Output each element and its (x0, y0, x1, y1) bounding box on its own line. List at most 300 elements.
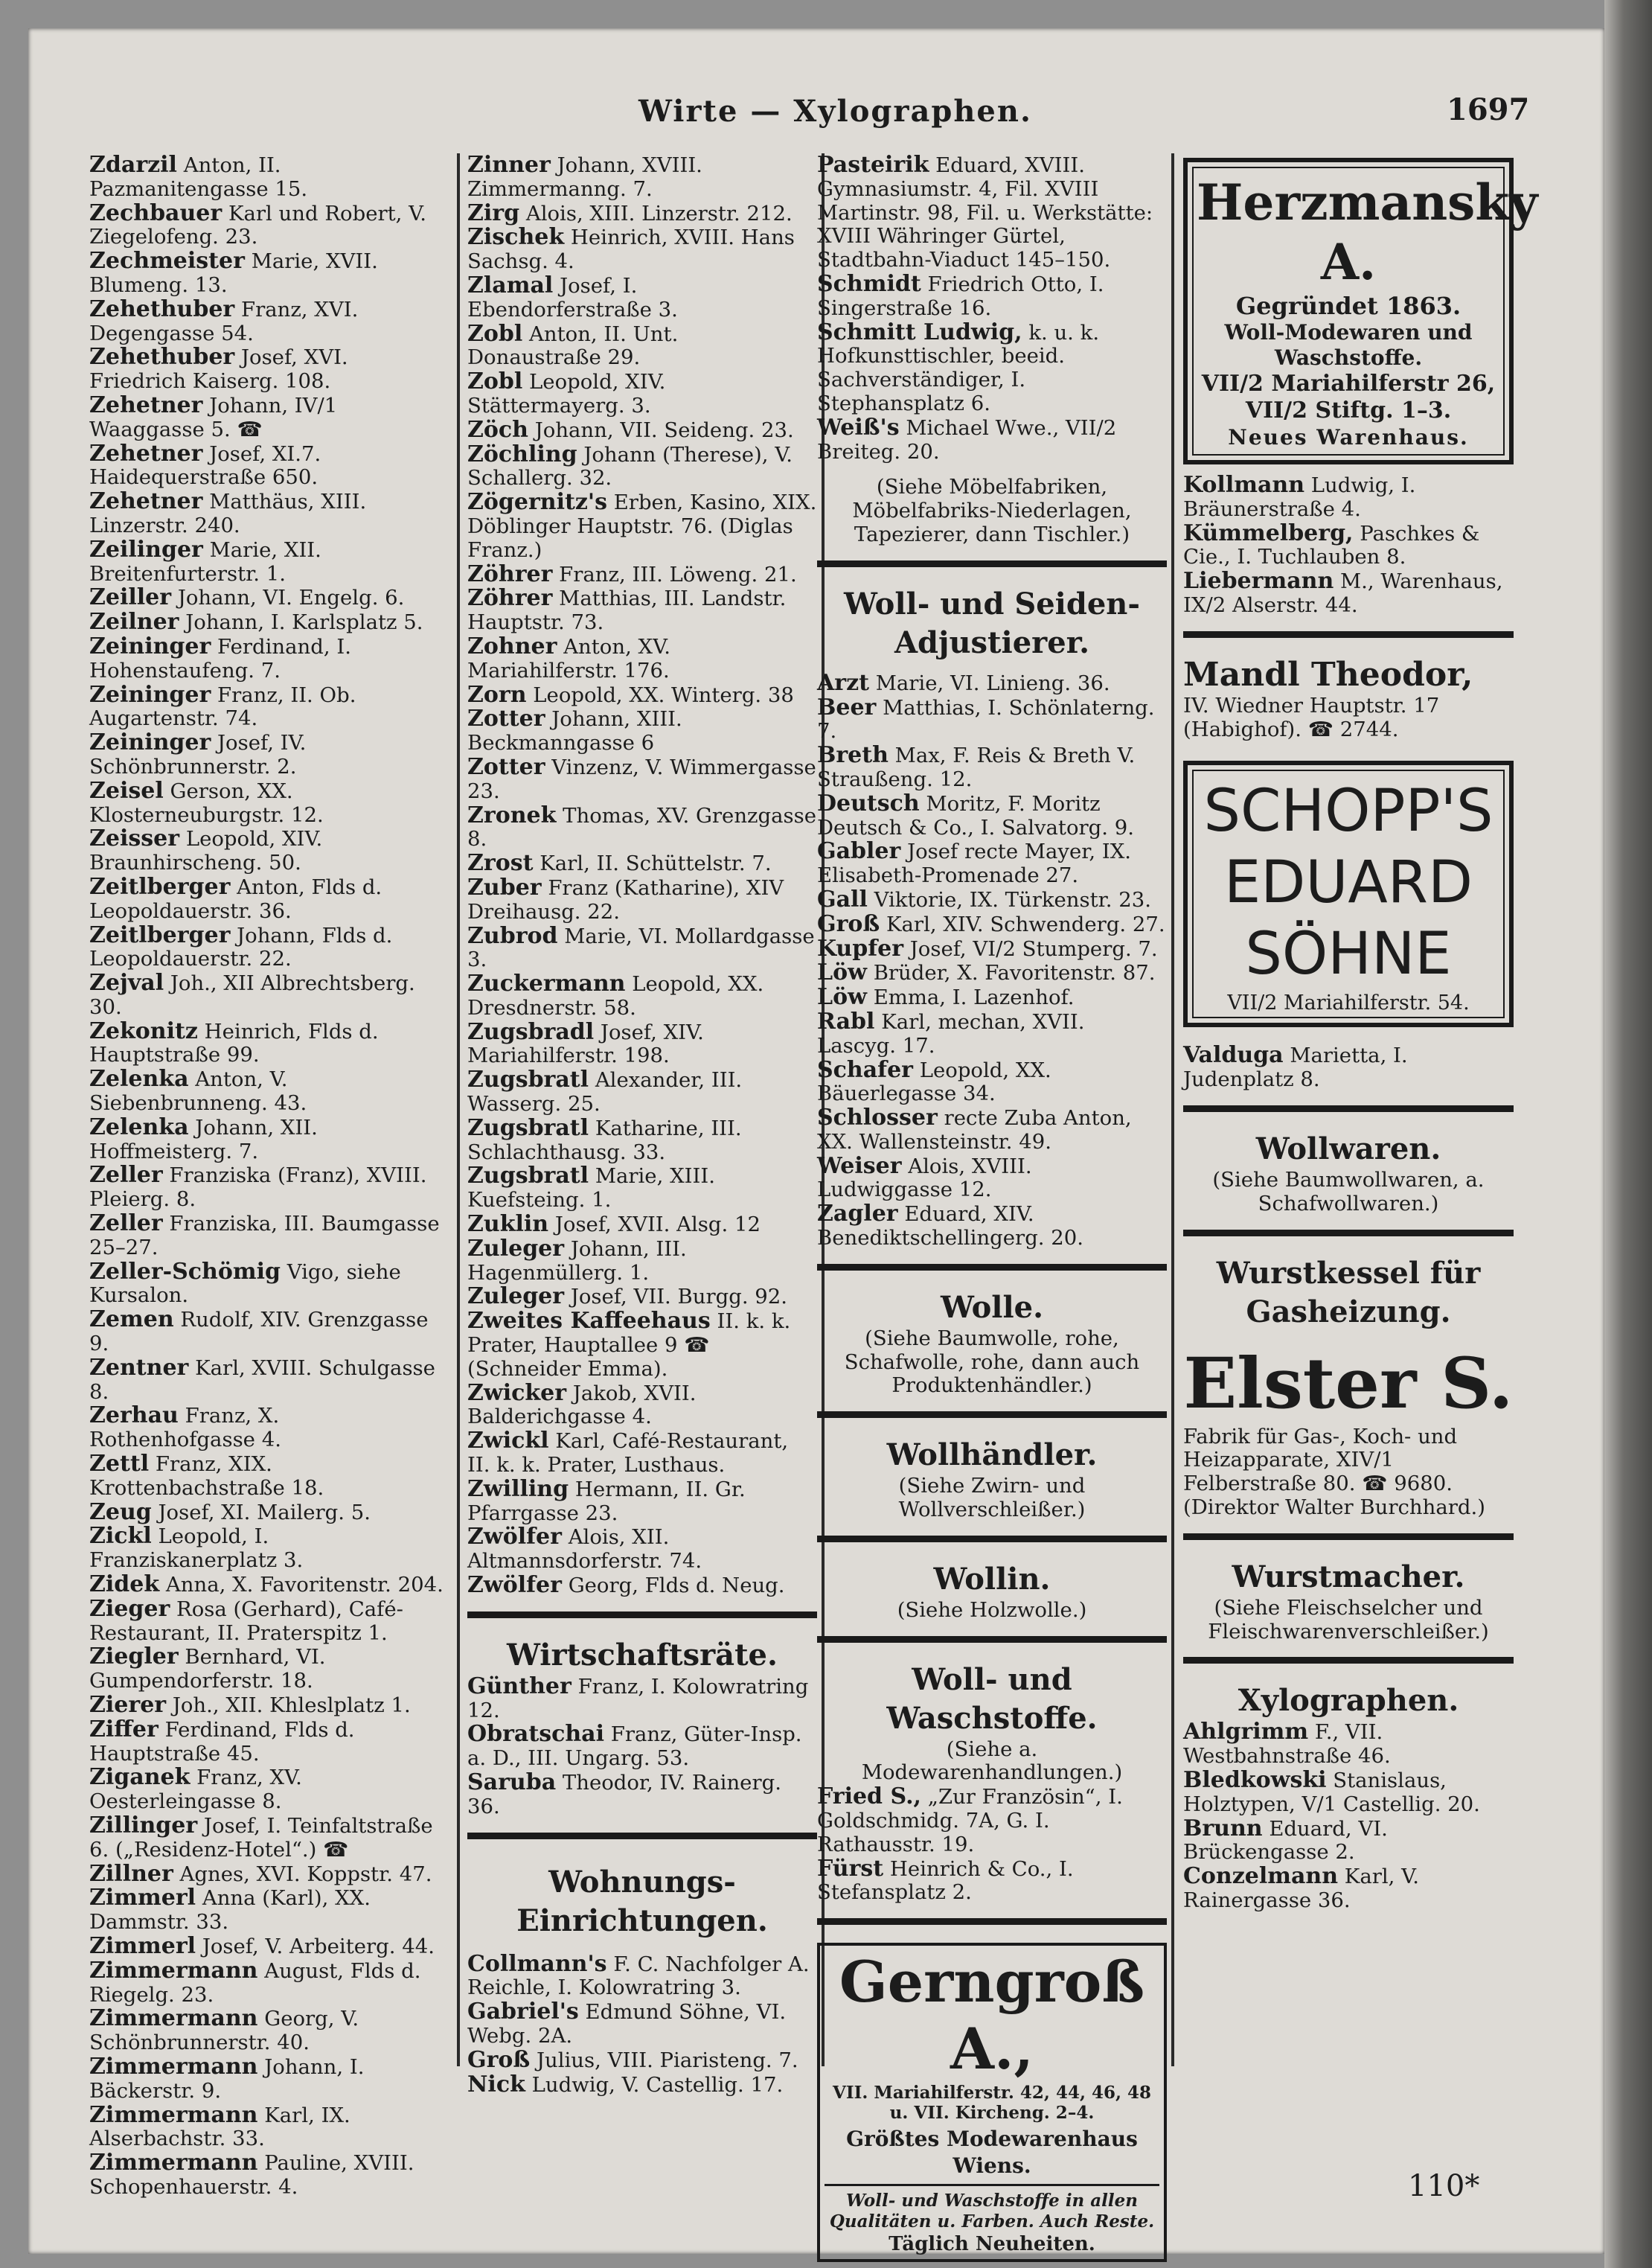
gerngross-address: VII. Mariahilferstr. 42, 44, 46, 48 u. VII. Kircheng. 2–4. (832, 2083, 1151, 2124)
entry-address: F. C. Nachfolger A. Reichle, I. Kolowratring 3. (467, 1952, 810, 2000)
entry-name: Ziegler (89, 1643, 179, 1670)
schopp-line-1: SCHOPP'S (1203, 778, 1493, 846)
entry-address: Johann, VI. Engelg. 6. (177, 586, 405, 610)
entry-address: Johann (Therese), V. Schallerg. 32. (467, 442, 793, 491)
list-item (467, 1068, 817, 1117)
entry-name: Collmann's (467, 1950, 607, 1977)
list-item (89, 1597, 451, 1646)
entry-address: Leopold, XIV. Stättermayerg. 3. (467, 370, 666, 418)
entry-address: Thomas, XV. Grenzgasse 8. (467, 803, 817, 852)
entry-address: Julius, VIII. Piaristeng. 7. (536, 2048, 798, 2072)
entry-name: Brunn (1183, 1815, 1263, 1841)
section-title-wirtschaftsraete: Wirtschaftsräte. (507, 1637, 778, 1673)
list-item (89, 1116, 451, 1164)
entry-address: Matthäus, XIII. Linzerstr. 240. (89, 490, 367, 537)
list-item (89, 1862, 451, 1887)
entry-name: Zeller-Schömig (89, 1258, 281, 1285)
list-item (89, 2007, 451, 2055)
entry-address: Theodor, IV. Rainerg. 36. (467, 1771, 781, 1818)
entry-address: Marie, VI. Mollardgasse 3. (467, 924, 815, 972)
entry-name: Zugsbratl (467, 1163, 589, 1189)
list-item (467, 924, 817, 973)
entry-name: Zeug (89, 1498, 152, 1525)
list-item (817, 1010, 1167, 1058)
entry-name: Weiß's (817, 414, 900, 441)
list-item (817, 840, 1167, 888)
section-title-wurstkessel: Wurstkessel für Gasheizung. (1216, 1255, 1481, 1329)
section-title-wollwaren: Wollwaren. (1255, 1131, 1441, 1166)
section-title-wohnungs: Wohnungs-Einrichtungen. (516, 1864, 768, 1938)
list-item (89, 490, 451, 538)
elster-name: Elster S. (1183, 1342, 1514, 1425)
entry-address: Josef, VII. Burgg. 92. (570, 1285, 788, 1309)
note-wollin: (Siehe Holzwolle.) (897, 1597, 1087, 1622)
list-item (89, 249, 451, 298)
list-item (1183, 1720, 1514, 1769)
entry-name: Zöch (467, 416, 528, 443)
entry-name: Zöhrer (467, 560, 553, 587)
list-item (467, 1237, 817, 1285)
entry-name: Zeilinger (89, 536, 203, 563)
herzmansky-address-2: VII/2 Stiftg. 1–3. (1245, 397, 1452, 424)
schopp-address: VII/2 Mariahilferstr. 54. (1227, 991, 1470, 1015)
entry-name: Zweites Kaffeehaus (467, 1308, 711, 1335)
entry-address: Anton, Flds d. Leopoldauerstr. 36. (89, 875, 382, 923)
schopp-line-3: SÖHNE (1245, 921, 1452, 988)
section-rule (817, 1918, 1167, 1925)
list-item (467, 587, 817, 635)
list-item (89, 538, 451, 587)
schopp-advertisement (1183, 761, 1514, 1027)
section-rule (467, 1611, 817, 1618)
list-item (89, 586, 451, 610)
list-item (467, 2073, 817, 2098)
list-item (817, 1058, 1167, 1107)
entry-name: Zeitlberger (89, 873, 231, 900)
list-item (89, 635, 451, 683)
entry-address: Franziska (Franz), XVIII. Pleierg. 8. (89, 1163, 427, 1212)
list-item (467, 560, 817, 587)
section-rule (1183, 631, 1514, 638)
entry-name: Gall (817, 886, 868, 913)
entry-name: Zimmermann (89, 2005, 258, 2032)
mandl-address: IV. Wiedner Hauptstr. 17 (Habighof). ☎ 2744. (1183, 693, 1440, 741)
list-item (89, 1404, 451, 1452)
entry-name: Zeininger (89, 633, 211, 659)
entry-name: Kupfer (817, 935, 904, 962)
entry-address: Alois, XVIII. Ludwiggasse 12. (817, 1154, 1032, 1202)
entry-name: Zimmerl (89, 1885, 196, 1911)
list-item (89, 1766, 451, 1814)
list-item (89, 683, 451, 732)
section-title-wollin: Wollin. (933, 1561, 1051, 1597)
list-item (817, 1154, 1167, 1203)
entry-name: Zuber (467, 874, 542, 901)
entry-address: Alois, XIII. Linzerstr. 212. (525, 201, 793, 226)
entry-name: Zrost (467, 850, 534, 877)
list-item (89, 1959, 451, 2007)
list-item (467, 199, 817, 226)
entry-address: Karl, mechan, XVII. Lascyg. 17. (817, 1009, 1085, 1058)
list-item (467, 1164, 817, 1213)
gerngross-neuheiten: Täglich Neuheiten. (889, 2233, 1095, 2256)
entry-name: Zidek (89, 1571, 160, 1598)
schopp-line-2: EDUARD (1223, 849, 1473, 917)
entry-name: Schafer (817, 1056, 913, 1083)
entry-name: Zierer (89, 1692, 167, 1718)
list-item (467, 1381, 817, 1430)
list-item (467, 322, 817, 371)
section-rule (817, 1411, 1167, 1418)
entry-address: Franz, II. Ob. Augartenstr. 74. (89, 683, 356, 731)
entry-address: Matthias, III. Landstr. Hauptstr. 73. (467, 587, 787, 635)
entry-address: Franz, XVI. Degengasse 54. (89, 297, 359, 345)
list-item (89, 394, 451, 442)
list-item (89, 1498, 451, 1525)
column-2 (467, 153, 817, 2097)
entry-address: Karl, Café-Restaurant, II. k. k. Prater, Lusthaus. (467, 1429, 789, 1478)
list-item (1183, 1766, 1514, 1817)
entry-address: Johann, XVIII. Zimmermanng. 7. (467, 153, 702, 201)
list-item (817, 272, 1167, 321)
list-item (89, 1260, 451, 1309)
entry-name: Zubrod (467, 922, 558, 949)
entry-name: Zinner (467, 152, 551, 178)
list-item (467, 972, 817, 1020)
note-wollwaren: (Siehe Baumwollwaren, a. Schafwollwaren.) (1212, 1167, 1485, 1216)
entry-name: Obratschai (467, 1721, 605, 1748)
entry-name: Pasteirik (817, 152, 929, 178)
entry-address: Rosa (Gerhard), Café-Restaurant, II. Praterspitz 1. (89, 1597, 403, 1645)
section-rule (817, 1264, 1167, 1271)
entry-name: Zagler (817, 1201, 898, 1227)
list-item (89, 779, 451, 828)
entry-address: k. u. k. Hofkunsttischler, beeid. Sachverständiger, I. Stephansplatz 6. (817, 320, 1100, 415)
entry-address: Johann, III. Hagenmüllerg. 1. (467, 1236, 687, 1285)
entry-name: Zechbauer (89, 199, 222, 226)
section-rule (817, 1536, 1167, 1542)
column-3-entries (817, 153, 1167, 464)
entry-name: Fürst (817, 1855, 884, 1882)
section-title-wolle: Wolle. (940, 1289, 1044, 1325)
entry-address: Anton, II. Pazmanitengasse 15. (89, 153, 308, 201)
entry-address: Joh., XII Albrechtsberg. 30. (89, 971, 415, 1019)
list-item (817, 888, 1167, 913)
entry-address: Joh., XII. Khleslplatz 1. (172, 1693, 411, 1717)
entry-name: Ziffer (89, 1716, 159, 1742)
entry-name: Zuklin (467, 1211, 549, 1238)
list-item (467, 852, 817, 876)
section-title-woll-adjustierer: Woll- und Seiden-Adjustierer. (844, 586, 1140, 660)
list-item (467, 1722, 817, 1771)
entry-name: Saruba (467, 1769, 557, 1795)
list-item (467, 2048, 817, 2073)
entry-name: Kümmelberg, (1183, 520, 1354, 546)
entry-address: Franz, Güter-Insp. a. D., III. Ungarg. 53. (467, 1722, 802, 1771)
directory-page (28, 28, 1604, 2254)
section-rule (467, 1833, 817, 1839)
entry-address: Eduard, XIV. Benediktschellingerg. 20. (817, 1202, 1084, 1250)
list-item (89, 971, 451, 1020)
entry-address: Josef recte Mayer, IX. Elisabeth-Promenade 27. (817, 840, 1132, 888)
entry-address: Erben, Kasino, XIX. Döblinger Hauptstr. 76. (Diglas Franz.) (467, 491, 817, 562)
entry-name: Zehetner (89, 440, 203, 467)
entry-address: Karl, XIV. Schwenderg. 27. (886, 912, 1165, 936)
list-item (89, 153, 451, 202)
entry-name: Zimmermann (89, 2053, 258, 2080)
entry-address: Anton, V. Siebenbrunneng. 43. (89, 1067, 307, 1116)
list-item (89, 1693, 451, 1718)
entry-name: Zekonitz (89, 1018, 198, 1044)
column-4-entries (1183, 473, 1514, 618)
entry-name: Zöchling (467, 441, 577, 467)
entry-name: Zeller (89, 1210, 163, 1237)
entry-address: Karl, XVIII. Schulgasse 8. (89, 1355, 435, 1404)
wohnungs-entries (467, 1952, 817, 2098)
list-item (89, 1163, 451, 1212)
note-waschstoffe: (Siehe a. Modewarenhandlungen.) (861, 1737, 1123, 1785)
list-item (467, 876, 817, 924)
entry-address: Franz (Katharine), XIV Dreihausg. 22. (467, 875, 784, 924)
entry-address: Ferdinand, I. Hohenstaufeng. 7. (89, 634, 351, 683)
list-item (467, 226, 817, 274)
entry-address: Alexander, III. Wasserg. 25. (467, 1068, 743, 1117)
entry-name: Zejval (89, 970, 164, 997)
herzmansky-goods: Woll-Modewaren und Waschstoffe. (1224, 320, 1473, 370)
entry-address: Johann, Flds d. Leopoldauerstr. 22. (89, 923, 393, 971)
entry-address: Josef, XI.7. Haidequerstraße 650. (89, 441, 321, 490)
list-item (817, 986, 1167, 1010)
entry-address: August, Flds d. Riegelg. 23. (89, 1958, 421, 2007)
entry-address: Alois, XII. Altmannsdorferstr. 74. (467, 1525, 702, 1574)
entry-address: Marie, XVII. Blumeng. 13. (89, 249, 378, 297)
list-item (89, 1524, 451, 1573)
entry-name: Zimmermann (89, 1957, 258, 1984)
herzmansky-name: Herzmansky A. (1197, 173, 1538, 291)
entry-address: Ferdinand, Flds d. Hauptstraße 45. (89, 1717, 355, 1766)
entry-address: Georg, Flds d. Neug. (568, 1574, 785, 1598)
entry-name: Zögernitz's (467, 489, 607, 516)
entry-name: Zirg (467, 199, 520, 226)
entry-address: II. k. k. Prater, Hauptallee 9 ☎ (Schneider Emma). (467, 1309, 791, 1381)
entry-name: Ahlgrimm (1183, 1719, 1309, 1745)
list-item (467, 1429, 817, 1478)
entry-name: Zwölfer (467, 1524, 562, 1550)
note-wollhaendler: (Siehe Zwirn- und Wollverschleißer.) (898, 1474, 1086, 1522)
list-item (467, 1675, 817, 1723)
list-item (817, 792, 1167, 840)
column-divider (457, 153, 460, 2066)
herzmansky-tagline: Neues Warenhaus. (1228, 425, 1469, 450)
entry-address: Josef, XVI. Friedrich Kaiserg. 108. (89, 345, 348, 394)
entry-address: Leopold, XX. Winterg. 38 (533, 683, 794, 707)
entry-name: Zohner (467, 633, 557, 659)
list-item (817, 321, 1167, 416)
entry-address: Johann, I. Karlsplatz 5. (185, 610, 423, 635)
entry-name: Schmitt Ludwig, (817, 319, 1022, 345)
ad-divider (825, 2184, 1159, 2186)
entry-name: Zwickl (467, 1428, 549, 1454)
entry-address: Josef, I. Teinfaltstraße 6. („Residenz-Hotel“.) ☎ (89, 1813, 433, 1862)
entry-name: Zeisel (89, 777, 164, 804)
entry-name: Zeisser (89, 825, 180, 852)
entry-address: Josef, VI/2 Stumperg. 7. (909, 936, 1158, 961)
entry-name: Zentner (89, 1354, 189, 1381)
entry-name: Weiser (817, 1152, 902, 1179)
footer-page-number: 110* (1408, 2169, 1480, 2203)
list-item (1183, 1865, 1514, 1913)
entry-address: Franz, I. Kolowratring 12. (467, 1674, 809, 1722)
entry-address: Brüder, X. Favoritenstr. 87. (873, 961, 1156, 986)
entry-name: Zotter (467, 706, 545, 732)
entry-address: Hermann, II. Gr. Pfarrgasse 23. (467, 1477, 746, 1525)
list-item (817, 671, 1167, 696)
entry-name: Zerhau (89, 1402, 179, 1429)
entry-address: Josef, XIV. Mariahilferstr. 198. (467, 1020, 704, 1068)
entry-name: Conzelmann (1183, 1863, 1339, 1890)
elster-text: Fabrik für Gas-, Koch- und Heizapparate, XIV/1 Felberstraße 80. ☎ 9680. (Direktor Walter Burchhard.) (1183, 1424, 1485, 1519)
entry-address: Karl und Robert, V. Ziegelofeng. 23. (89, 201, 426, 249)
section-rule (1183, 1105, 1514, 1112)
entry-name: Zickl (89, 1523, 152, 1550)
entry-address: Johann, XIII. Beckmanngasse 6 (467, 707, 682, 756)
entry-name: Günther (467, 1673, 572, 1699)
list-item (467, 1525, 817, 1574)
list-item (1183, 522, 1514, 570)
list-item (89, 875, 451, 924)
list-item (89, 298, 451, 346)
list-item (1183, 473, 1514, 522)
entry-address: Eduard, XVIII. Gymnasiumstr. 4, Fil. XVIII Martinstr. 98, Fil. u. Werkstätte: XVIII Währinger Gürtel, Stadtbahn-Viaduct 145–150. (817, 153, 1153, 272)
entry-name: Kollmann (1183, 472, 1305, 498)
entry-name: Zuleger (467, 1283, 565, 1310)
entry-name: Löw (817, 984, 867, 1011)
gerngross-stoffe: Woll- und Waschstoffe in allen Qualitäten u. Farben. Auch Reste. (829, 2191, 1155, 2232)
list-item (817, 696, 1167, 744)
entry-name: Zischek (467, 224, 565, 251)
entry-name: Zimmermann (89, 2101, 258, 2128)
entry-address: Johann, XII. Hoffmeisterg. 7. (89, 1115, 318, 1163)
entry-name: Zdarzil (89, 152, 177, 178)
list-item (89, 1814, 451, 1862)
entry-address: recte Zuba Anton, XX. Wallensteinstr. 49. (817, 1106, 1132, 1154)
entry-address: Franz, X. Rothenhofgasse 4. (89, 1404, 281, 1452)
entry-address: Stanislaus, Holztypen, V/1 Castellig. 20. (1183, 1768, 1480, 1816)
list-item (1183, 569, 1514, 618)
list-item (467, 1574, 817, 1598)
entry-name: Nick (467, 2071, 525, 2098)
entry-name: Zehethuber (89, 344, 235, 371)
list-item (817, 937, 1167, 962)
list-item (89, 1067, 451, 1116)
list-item (467, 1285, 817, 1309)
entry-name: Zlamal (467, 272, 554, 298)
entry-name: Zugsbradl (467, 1018, 595, 1045)
list-item (467, 1020, 817, 1069)
entry-name: Zillner (89, 1860, 173, 1887)
entry-name: Groß (467, 2046, 531, 2073)
list-item (89, 442, 451, 491)
entry-name: Beer (817, 694, 877, 721)
entry-name: Zronek (467, 802, 557, 828)
entry-address: Franz, XIX. Krottenbachstraße 18. (89, 1452, 324, 1500)
section-rule (1183, 1533, 1514, 1540)
entry-address: Heinrich, Flds d. Hauptstraße 99. (89, 1019, 379, 1067)
list-item (467, 804, 817, 852)
note-wolle: (Siehe Baumwolle, rohe, Schafwolle, rohe, dann auch Produktenhändler.) (844, 1326, 1140, 1398)
entry-name: Schlosser (817, 1105, 938, 1131)
entry-address: Leopold, XIV. Braunhirscheng. 50. (89, 827, 323, 875)
list-item (467, 635, 817, 683)
entry-address: Franz, III. Löweng. 21. (559, 562, 797, 587)
entry-name: Groß (817, 910, 880, 937)
entry-name: Gabler (817, 838, 901, 865)
column-1 (89, 153, 451, 2200)
entry-address: Johann, VII. Seideng. 23. (534, 418, 794, 442)
list-item (467, 2000, 817, 2048)
entry-address: Karl, V. Rainergasse 36. (1183, 1865, 1419, 1912)
list-item (89, 921, 451, 972)
entry-name: Gabriel's (467, 1999, 579, 2025)
entry-name: Zeitlberger (89, 921, 231, 948)
section-title-wurstmacher: Wurstmacher. (1232, 1559, 1465, 1594)
entry-address: Georg, V. Schönbrunnerstr. 40. (89, 2007, 359, 2055)
entry-address: Vinzenz, V. Wimmergasse 23. (467, 755, 816, 803)
list-item (467, 418, 817, 443)
entry-address: Agnes, XVI. Koppstr. 47. (179, 1862, 432, 1886)
xylographen-entries (1183, 1720, 1514, 1912)
entry-address: Edmund Söhne, VI. Webg. 2A. (467, 2000, 787, 2048)
entry-address: Josef, IV. Schönbrunnerstr. 2. (89, 731, 307, 779)
list-item (89, 1932, 451, 1959)
entry-name: Ziganek (89, 1764, 191, 1791)
column-3 (817, 153, 1167, 2262)
entry-address: Ludwig, I. Bräunerstraße 4. (1183, 473, 1416, 521)
list-item (89, 2151, 451, 2200)
entry-address: Matthias, I. Schönlaterng. 7. (817, 695, 1155, 744)
entry-name: Zobl (467, 368, 523, 395)
entry-address: Rudolf, XIV. Grenzgasse 9. (89, 1308, 429, 1356)
list-item (467, 753, 817, 804)
entry-address: Michael Wwe., VII/2 Breiteg. 20. (817, 415, 1117, 464)
entry-name: Zelenka (89, 1114, 189, 1140)
list-item (467, 370, 817, 418)
section-rule (1183, 1230, 1514, 1236)
column-4 (1183, 153, 1538, 1913)
list-item (89, 610, 451, 635)
list-item (467, 491, 817, 562)
list-item (817, 1202, 1167, 1250)
entry-address: Marie, XII. Breitenfurterstr. 1. (89, 537, 321, 586)
entry-name: Deutsch (817, 790, 920, 817)
gerngross-advertisement (817, 1943, 1167, 2262)
entry-name: Zehetner (89, 488, 203, 515)
entry-address: Bernhard, VI. Gumpendorferstr. 18. (89, 1645, 326, 1693)
entry-name: Breth (817, 742, 889, 769)
list-item (89, 1212, 451, 1260)
list-item (817, 1106, 1167, 1154)
section-rule (1183, 1657, 1514, 1664)
entry-address: Friedrich Otto, I. Singerstraße 16. (817, 272, 1104, 320)
entry-address: Moritz, F. Moritz Deutsch & Co., I. Salvatorg. 9. (817, 791, 1134, 840)
entry-address: Gerson, XX. Klosterneuburgstr. 12. (89, 779, 324, 827)
valduga-name: Valduga (1183, 1042, 1284, 1069)
entry-name: Zöhrer (467, 585, 553, 612)
gerngross-slogan: Größtes Modewarenhaus Wiens. (846, 2127, 1138, 2179)
entry-name: Zeininger (89, 729, 211, 756)
entry-name: Schmidt (817, 270, 921, 297)
note-moebel: (Siehe Möbelfabriken, Möbelfabriks-Niederlagen, Tapezierer, dann Tischler.) (852, 475, 1132, 546)
